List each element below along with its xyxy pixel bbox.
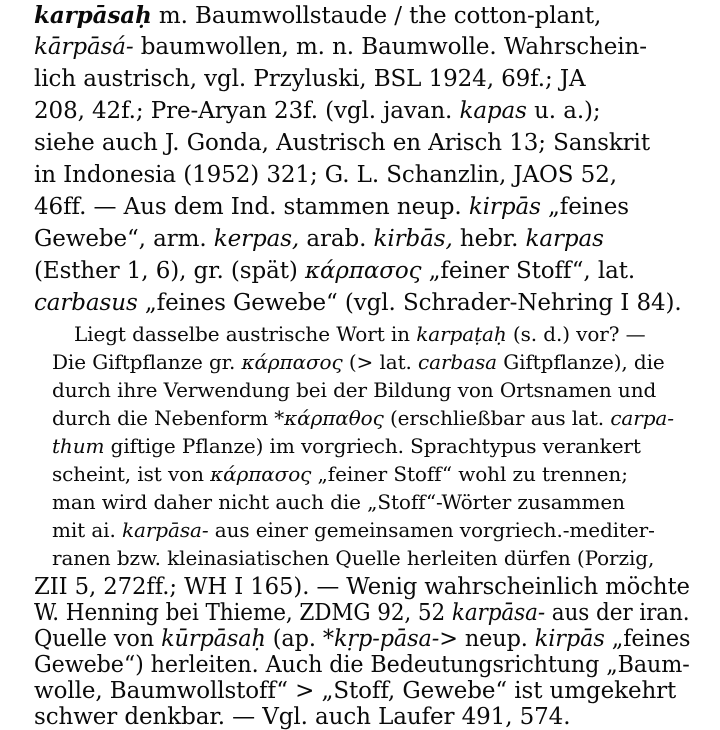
- entry-line: [34, 258, 635, 284]
- text-run: „feines: [540, 194, 629, 220]
- text-run: hebr.: [452, 226, 526, 252]
- text-run: schwer denkbar. — Vgl. auch Laufer 491, 574.: [34, 704, 571, 730]
- text-run: wolle, Baumwollstoff“ > „Stoff, Gewebe“ ist umgekehrt: [34, 678, 677, 704]
- italic-term: kārpāsá-: [34, 34, 134, 60]
- italic-term: kirbās,: [373, 226, 453, 252]
- continuation-line: [34, 574, 690, 600]
- text-run: lich austrisch, vgl. Przyluski, BSL 1924, 69f.; JA: [34, 66, 586, 92]
- text-run: (erschließbar aus lat.: [383, 406, 611, 430]
- continuation-line: [34, 652, 690, 678]
- text-run: giftige Pflanze) im vorgriech. Sprachtypus verankert: [104, 434, 641, 458]
- text-run: „feines Gewebe“ (vgl. Schrader-Nehring I 84).: [137, 290, 682, 316]
- italic-term: κάρπασος: [210, 462, 312, 486]
- text-run: arab.: [299, 226, 374, 252]
- italic-term: thum: [52, 434, 105, 458]
- entry-line: [34, 226, 604, 252]
- note-line: [52, 378, 656, 402]
- italic-term: karpaṭaḥ: [416, 322, 507, 346]
- text-run: W. Henning bei Thieme, ZDMG 92, 52: [34, 600, 452, 626]
- text-run: > neup.: [439, 626, 535, 652]
- note-line: [52, 350, 665, 374]
- italic-term: kirpās: [534, 626, 605, 652]
- text-run: aus der iran.: [545, 600, 690, 626]
- italic-term: κάρπαθος: [284, 406, 384, 430]
- italic-term: carbasus: [34, 290, 138, 316]
- text-run: durch ihre Verwendung bei der Bildung von Ortsnamen und: [52, 378, 657, 402]
- entry-line: [34, 194, 629, 220]
- headword: karpāsaḥ: [34, 2, 152, 29]
- text-run: scheint, ist von: [52, 462, 211, 486]
- italic-term: κάρπασος: [304, 258, 422, 284]
- italic-term: carbasa: [418, 350, 497, 374]
- note-line: [52, 462, 628, 486]
- note-line: [52, 490, 625, 514]
- italic-term: kerpas,: [213, 226, 300, 252]
- entry-line: [34, 2, 601, 29]
- entry-line: [34, 162, 617, 188]
- italic-term: kṛp-pāsa-: [333, 626, 440, 652]
- text-run: ZII 5, 272ff.; WH I 165). — Wenig wahrscheinlich möchte: [34, 574, 690, 600]
- italic-term: kapas: [459, 98, 527, 124]
- text-run: Giftpflanze), die: [496, 350, 665, 374]
- text-run: in Indonesia (1952) 321; G. L. Schanzlin, JAOS 52,: [34, 162, 617, 188]
- entry-line: [34, 98, 601, 124]
- italic-term: karpāsa-: [122, 518, 209, 542]
- text-run: durch die Nebenform *: [52, 406, 285, 430]
- text-run: Die Giftpflanze gr.: [52, 350, 242, 374]
- continuation-line: [34, 626, 690, 652]
- continuation-line: [34, 704, 570, 730]
- text-run: (> lat.: [342, 350, 419, 374]
- text-run: (ap. *: [265, 626, 334, 652]
- text-run: 46ff. — Aus dem Ind. stammen neup.: [34, 194, 469, 220]
- italic-term: kirpās: [468, 194, 541, 220]
- text-run: „feiner Stoff“, lat.: [421, 258, 636, 284]
- italic-term: karpāsa-: [451, 600, 546, 626]
- text-run: Liegt dasselbe austrische Wort in: [74, 322, 417, 346]
- text-run: Gewebe“) herleiten. Auch die Bedeutungsrichtung „Baum-: [34, 652, 690, 678]
- note-line: [52, 546, 654, 570]
- note-line: [52, 406, 674, 430]
- text-run: „feiner Stoff“ wohl zu trennen;: [311, 462, 628, 486]
- text-run: baumwollen, m. n. Baumwolle. Wahrschein-: [133, 34, 647, 60]
- entry-line: [34, 66, 585, 92]
- text-run: (s. d.) vor? —: [506, 322, 646, 346]
- text-run: m. Baumwollstaude / the cotton-plant,: [151, 3, 602, 29]
- text-run: Gewebe“, arm.: [34, 226, 214, 252]
- text-run: man wird daher nicht auch die „Stoff“-Wörter zusammen: [52, 490, 625, 514]
- text-run: ranen bzw. kleinasiatischen Quelle herleiten dürfen (Porzig,: [52, 546, 655, 570]
- italic-term: κάρπασος: [241, 350, 343, 374]
- text-run: mit ai.: [52, 518, 122, 542]
- italic-term: karpas: [525, 226, 604, 252]
- italic-term: kūrpāsaḥ: [161, 626, 266, 652]
- note-line: [52, 518, 655, 542]
- continuation-line: [34, 600, 690, 626]
- continuation-line: [34, 678, 676, 704]
- text-run: 208, 42f.; Pre-Aryan 23f. (vgl. javan.: [34, 98, 460, 124]
- entry-line: [34, 34, 647, 60]
- note-line: [52, 434, 641, 458]
- entry-line: [34, 290, 682, 316]
- text-run: (Esther 1, 6), gr. (spät): [34, 258, 305, 284]
- text-run: u. a.);: [526, 98, 601, 124]
- entry-line: [34, 130, 650, 156]
- note-line: [74, 322, 646, 346]
- italic-term: carpa-: [610, 406, 674, 430]
- text-run: Quelle von: [34, 626, 162, 652]
- text-run: „feines: [604, 626, 691, 652]
- text-run: siehe auch J. Gonda, Austrisch en Arisch 13; Sanskrit: [34, 130, 650, 156]
- text-run: aus einer gemeinsamen vorgriech.-mediter-: [208, 518, 655, 542]
